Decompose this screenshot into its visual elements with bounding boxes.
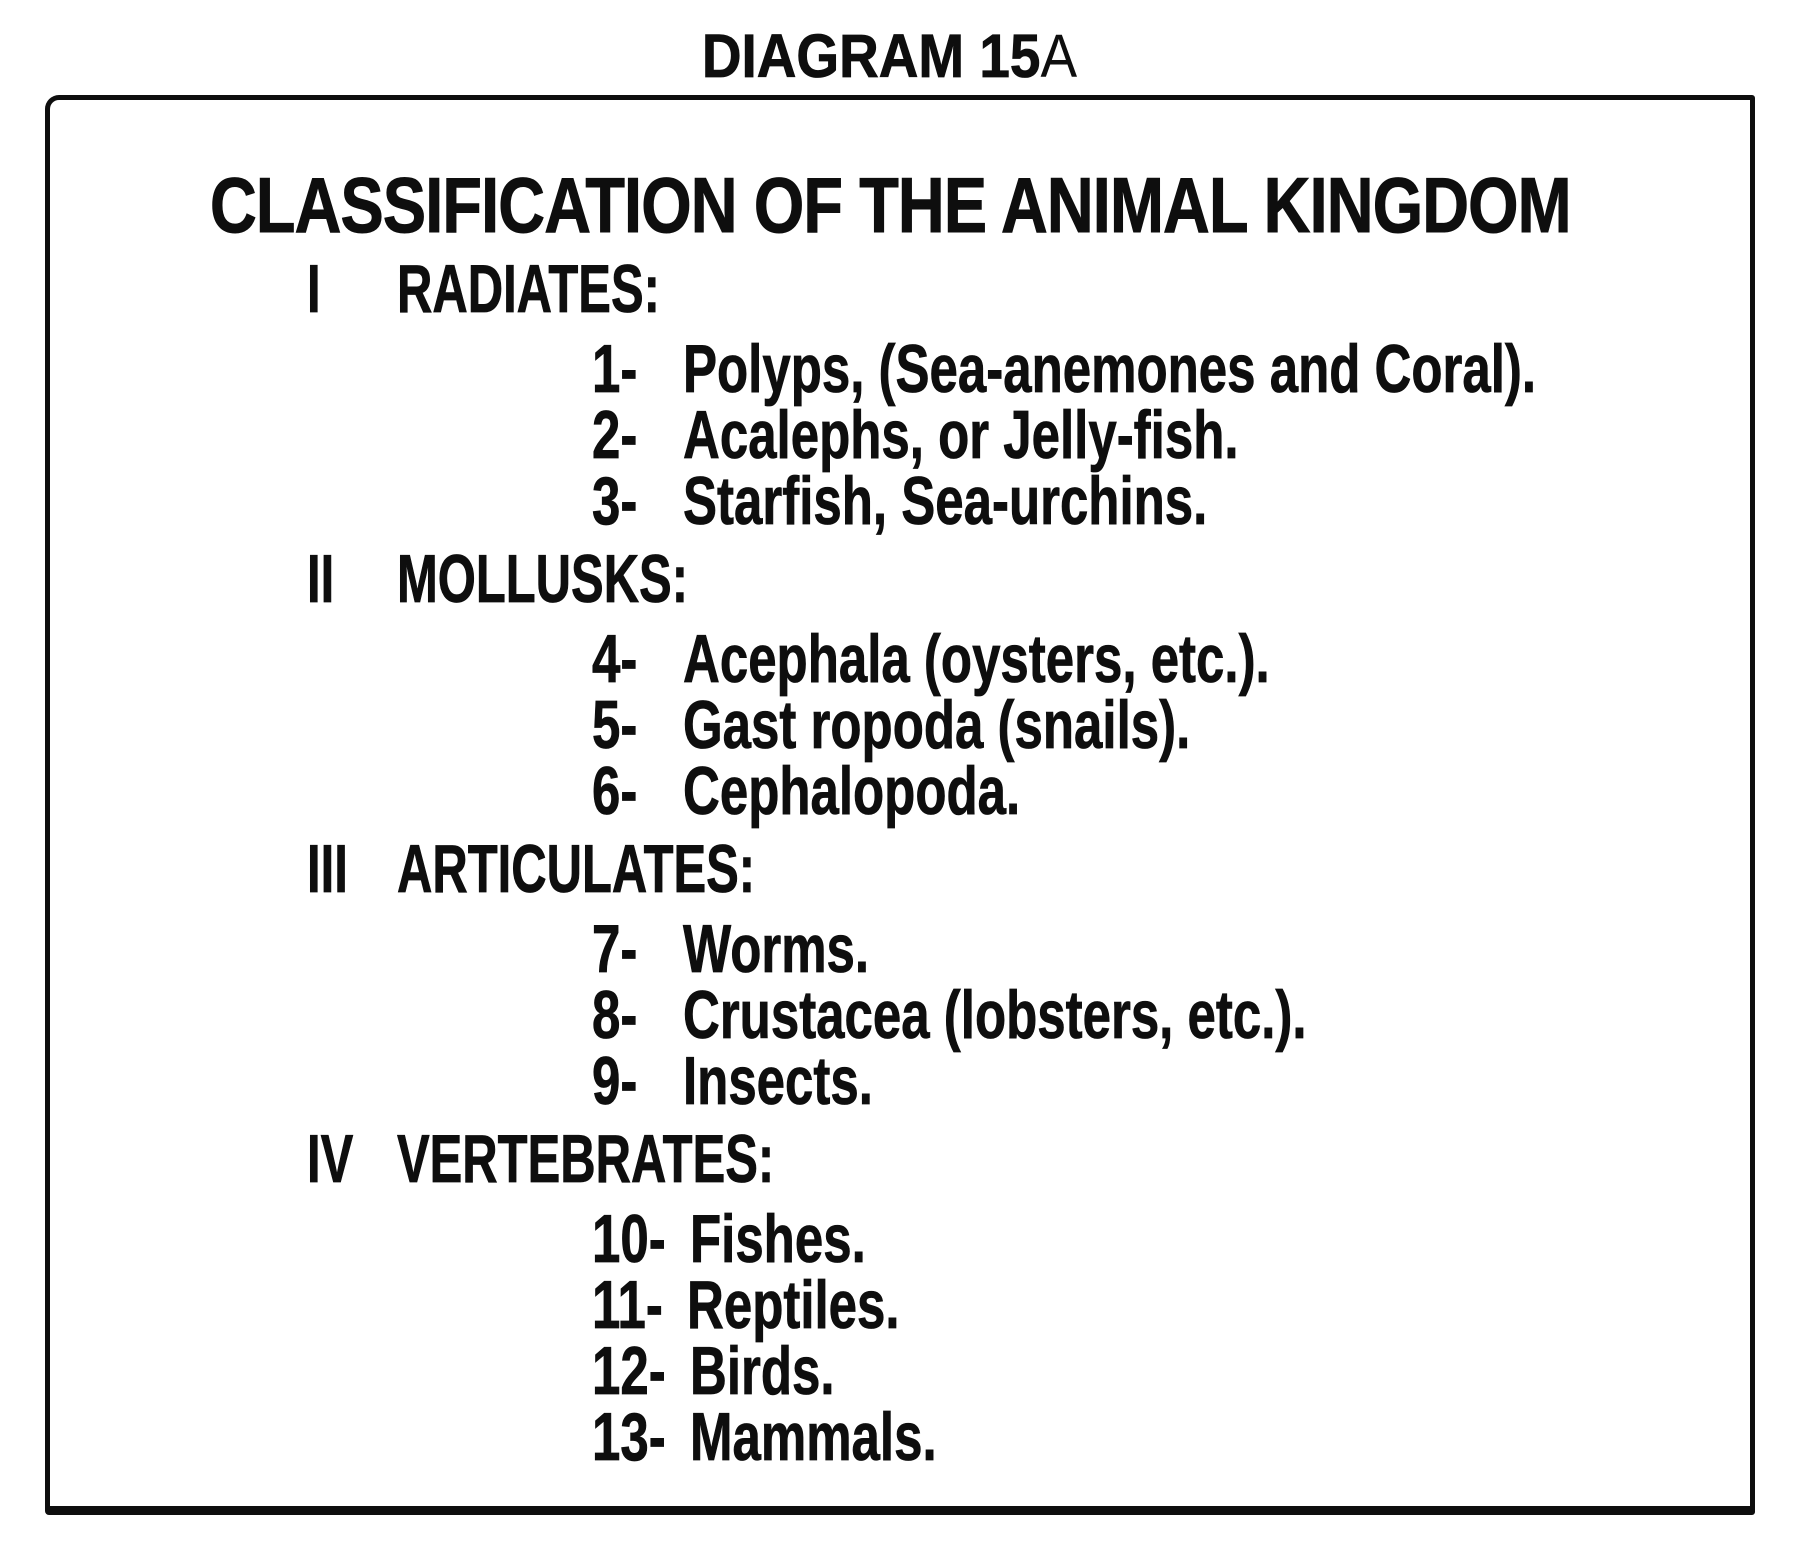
list-item	[50, 1201, 1750, 1277]
diagram-caption-suffix: A	[1039, 22, 1077, 90]
section-numeral: III	[307, 831, 348, 907]
item-number: 6-	[592, 753, 638, 829]
item-number: 11-	[592, 1267, 663, 1343]
classification-list	[50, 251, 1750, 1475]
item-label: Acephala (oysters, etc.).	[683, 621, 1270, 697]
item-label: Polyps, (Sea-anemones and Coral).	[683, 331, 1537, 407]
list-item	[50, 911, 1750, 987]
item-number: 1-	[592, 331, 638, 407]
list-item	[50, 1333, 1750, 1409]
item-label: Gast ropoda (snails).	[683, 687, 1191, 763]
item-label: Crustacea (lobsters, etc.).	[683, 977, 1307, 1053]
section-header	[50, 831, 1750, 907]
section-label: ARTICULATES:	[397, 831, 756, 907]
list-item	[50, 687, 1750, 763]
diagram-caption-number: DIAGRAM 15	[701, 22, 1040, 90]
item-number: 5-	[592, 687, 638, 763]
section-label: VERTEBRATES:	[397, 1121, 775, 1197]
item-number: 7-	[592, 911, 638, 987]
item-label: Insects.	[683, 1043, 873, 1119]
section-label: RADIATES:	[397, 251, 660, 327]
item-label: Acalephs, or Jelly-fish.	[683, 397, 1239, 473]
list-item	[50, 1399, 1750, 1475]
section-header	[50, 251, 1750, 327]
list-item	[50, 1043, 1750, 1119]
item-label: Reptiles.	[686, 1267, 900, 1343]
item-label: Cephalopoda.	[683, 753, 1021, 829]
list-item	[50, 463, 1750, 539]
item-number: 10-	[592, 1201, 666, 1277]
list-item	[50, 397, 1750, 473]
list-item	[50, 977, 1750, 1053]
page-title	[210, 161, 1750, 249]
item-label: Mammals.	[690, 1399, 937, 1475]
item-label: Starfish, Sea-urchins.	[683, 463, 1208, 539]
section-header	[50, 1121, 1750, 1197]
list-item	[50, 753, 1750, 829]
item-number: 4-	[592, 621, 638, 697]
section-header	[50, 541, 1750, 617]
item-number: 8-	[592, 977, 638, 1053]
item-label: Worms.	[683, 911, 870, 987]
page-title-text: CLASSIFICATION OF THE ANIMAL KINGDOM	[210, 161, 1571, 249]
item-number: 13-	[592, 1399, 666, 1475]
section-numeral: IV	[307, 1121, 354, 1197]
list-item	[50, 621, 1750, 697]
item-label: Birds.	[690, 1333, 835, 1409]
item-number: 2-	[592, 397, 638, 473]
section-numeral: I	[307, 251, 321, 327]
item-number: 3-	[592, 463, 638, 539]
list-item	[50, 331, 1750, 407]
diagram-caption-text	[701, 22, 1077, 90]
classification-frame	[45, 95, 1755, 1515]
section-label: MOLLUSKS:	[397, 541, 689, 617]
item-number: 9-	[592, 1043, 638, 1119]
diagram-caption	[0, 22, 1778, 90]
list-item	[50, 1267, 1750, 1343]
item-label: Fishes.	[690, 1201, 867, 1277]
item-number: 12-	[592, 1333, 666, 1409]
section-numeral: II	[307, 541, 335, 617]
